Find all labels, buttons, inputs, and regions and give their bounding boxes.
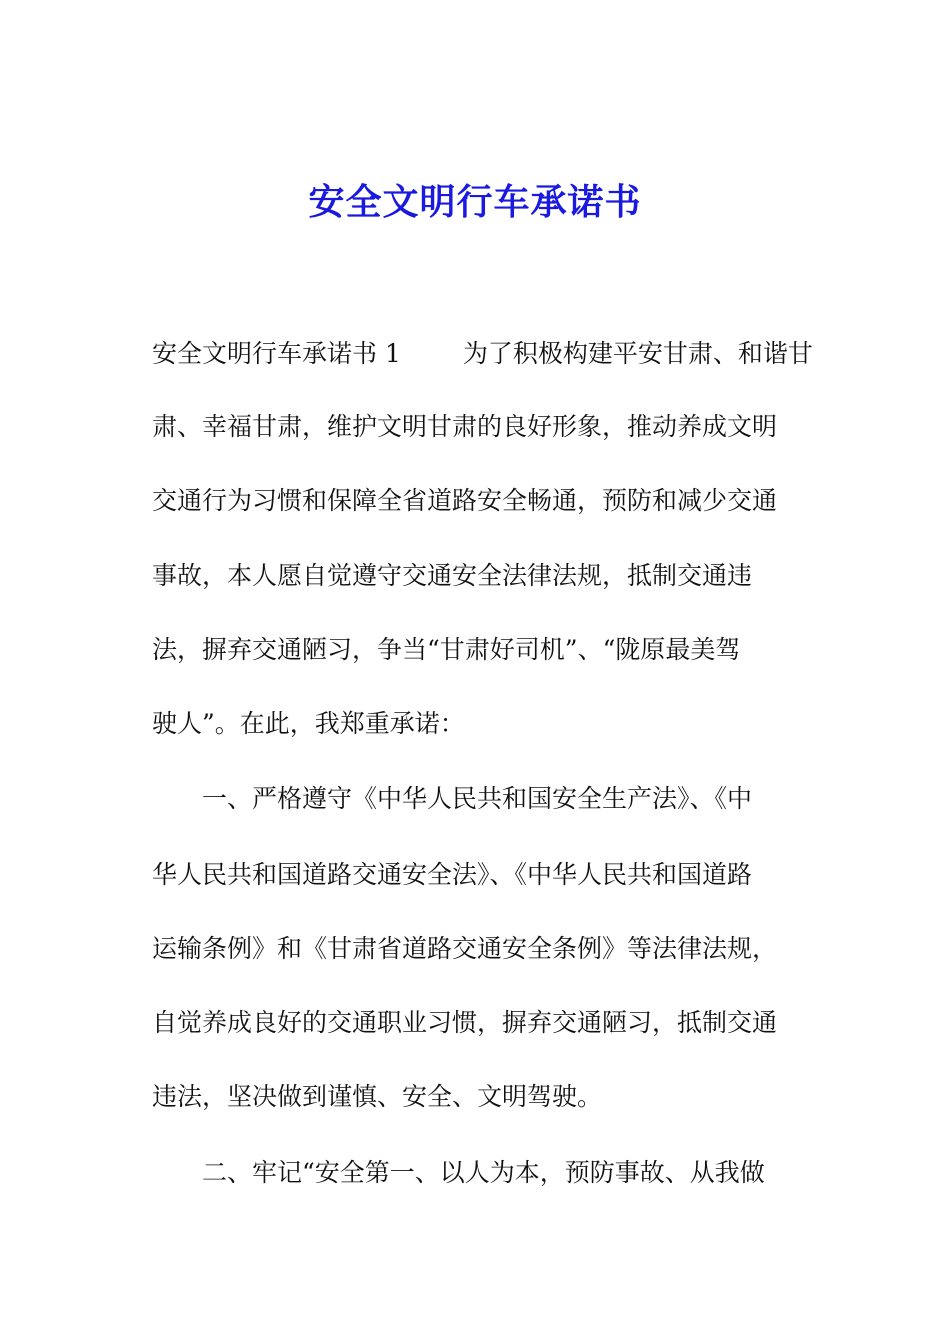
paragraph-line-4: 事故，本人愿自觉遵守交通安全法律法规，抵制交通违 [152, 561, 753, 590]
paragraph-text: 为了积极构建平安甘肃、和谐甘 [462, 339, 813, 368]
paragraph-line-1 [152, 337, 813, 371]
paragraph-line-11: 违法，坚决做到谨慎、安全、文明驾驶。 [152, 1082, 603, 1111]
section-heading: 安全文明行车承诺书 1 [152, 339, 401, 368]
document-title: 安全文明行车承诺书 [308, 181, 642, 223]
paragraph-line-7: 一、严格遵守《中华人民共和国安全生产法》、《中 [202, 784, 753, 813]
paragraph-line-8: 华人民共和国道路交通安全法》、《中华人民共和国道路 [152, 860, 753, 889]
paragraph-line-12: 二、牢记“安全第一、以人为本，预防事故、从我做 [202, 1158, 765, 1187]
paragraph-line-9: 运输条例》和《甘肃省道路交通安全条例》等法律法规， [152, 934, 778, 963]
paragraph-line-5: 法，摒弃交通陋习，争当“甘肃好司机”、“陇原最美驾 [152, 635, 741, 664]
paragraph-line-6: 驶人”。在此，我郑重承诺： [152, 709, 465, 738]
paragraph-line-10: 自觉养成良好的交通职业习惯，摒弃交通陋习，抵制交通 [152, 1008, 778, 1037]
paragraph-line-2: 肃、幸福甘肃，维护文明甘肃的良好形象，推动养成文明 [152, 412, 778, 441]
paragraph-line-3: 交通行为习惯和保障全省道路安全畅通，预防和减少交通 [152, 486, 778, 515]
